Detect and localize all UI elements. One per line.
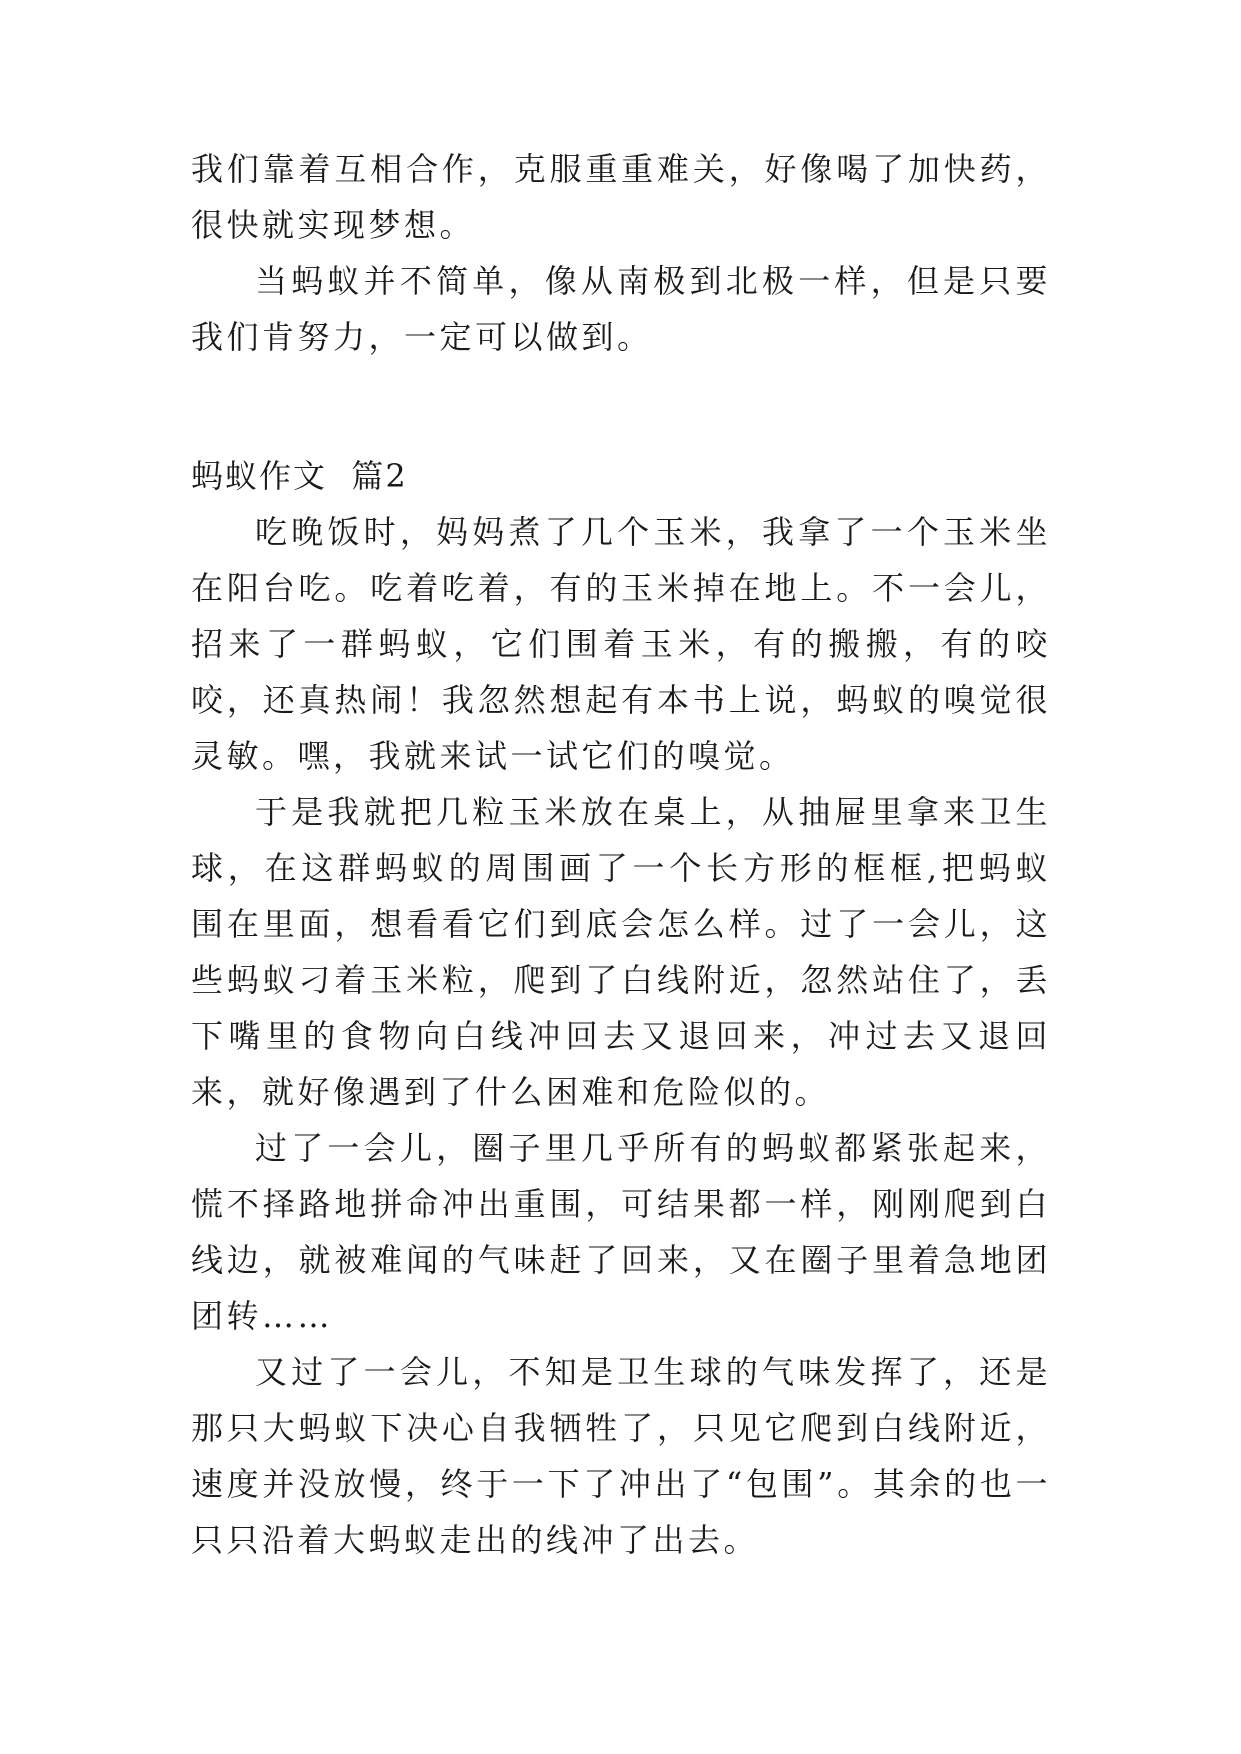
section2-paragraph-4: 又过了一会儿，不知是卫生球的气味发挥了，还是那只大蚂蚁下决心自我牺牲了，只见它爬到白线附近，速度并没放慢，终于一下了冲出了“包围”。其余的也一只只沿着大蚂蚁走出的线冲了出去。 [191,1353,1051,1559]
section2-paragraph-3: 过了一会儿，圈子里几乎所有的蚂蚁都紧张起来，慌不择路地拼命冲出重围，可结果都一样，刚刚爬到白线边，就被难闻的气味赶了回来，又在圈子里着急地团团转…… [191,1129,1051,1335]
section1-text [191,141,1051,365]
section2-paragraph-2: 于是我就把几粒玉米放在桌上，从抽屉里拿来卫生球，在这群蚂蚁的周围画了一个长方形的框框,把蚂蚁围在里面，想看看它们到底会怎么样。过了一会儿，这些蚂蚁刁着玉米粒，爬到了白线附近，忽然站住了，丢下嘴里的食物向白线冲回去又退回来，冲过去又退回来，就好像遇到了什么困难和危险似的。 [191,793,1051,1111]
section1-paragraph-1: 我们靠着互相合作，克服重重难关，好像喝了加快药，很快就实现梦想。 [191,150,1051,244]
section2-paragraph-1: 吃晚饭时，妈妈煮了几个玉米，我拿了一个玉米坐在阳台吃。吃着吃着，有的玉米掉在地上。不一会儿，招来了一群蚂蚁，它们围着玉米，有的搬搬，有的咬咬，还真热闹！我忽然想起有本书上说，蚂蚁的嗅觉很灵敏。嘿，我就来试一试它们的嗅觉。 [191,513,1051,775]
section1-paragraph-2: 当蚂蚁并不简单，像从南极到北极一样，但是只要我们肯努力，一定可以做到。 [191,262,1051,356]
section2-heading: 蚂蚁作文 篇2 [191,457,408,495]
section2-text [191,504,1051,1568]
